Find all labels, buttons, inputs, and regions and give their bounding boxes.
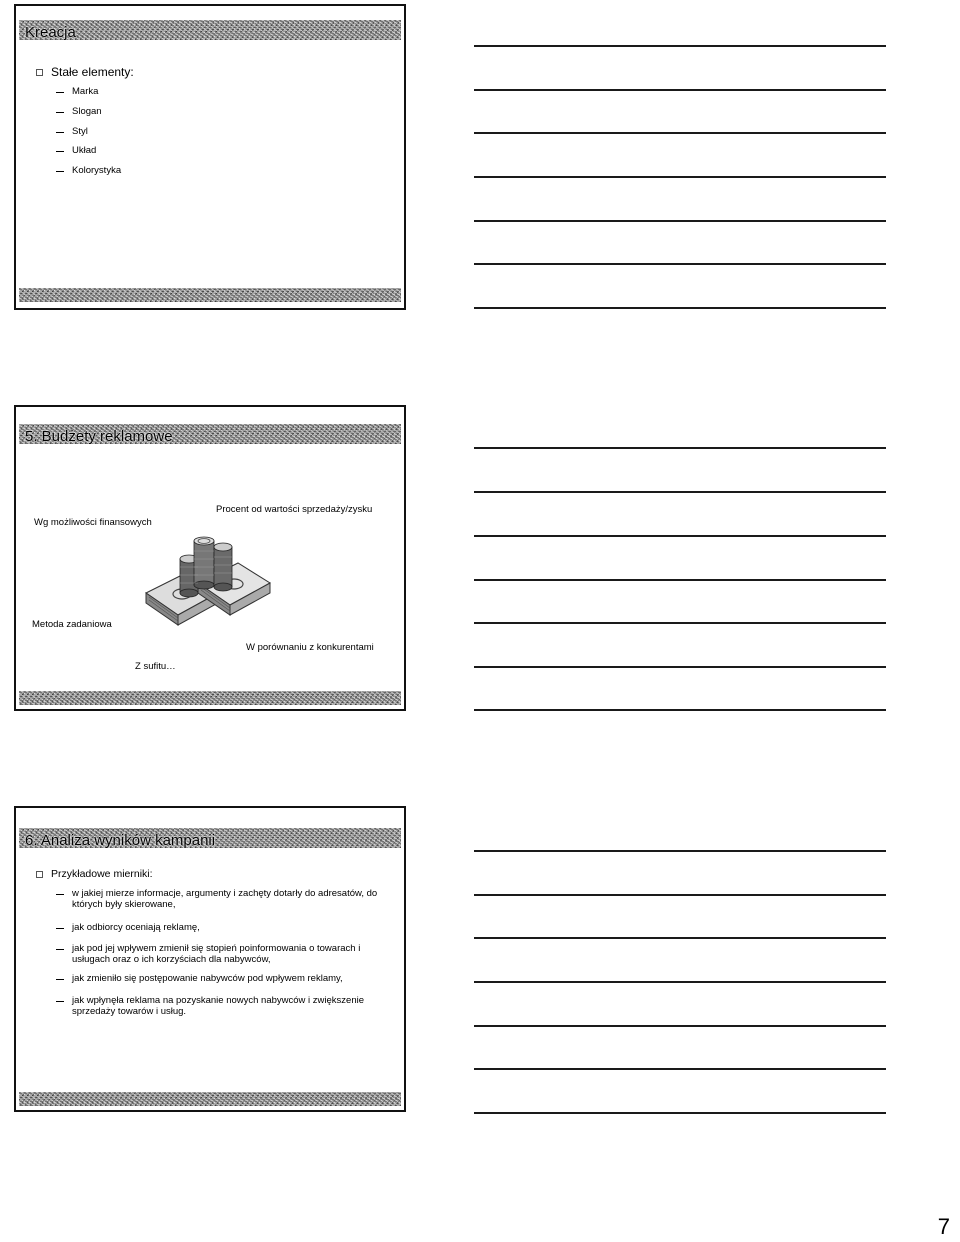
- slide-footer-bar: [19, 691, 401, 705]
- list-item-text: jak wpłynęła reklama na pozyskanie nowych nabywców i zwiększenie sprzedaży towarów i usług.: [72, 995, 364, 1017]
- list-item: [56, 126, 88, 137]
- dash-icon: [56, 928, 64, 929]
- slide-budzety: [14, 405, 406, 711]
- list-item-text: Styl: [72, 126, 88, 137]
- coin-stacks: [180, 537, 232, 597]
- note-line: [474, 176, 886, 178]
- note-line: [474, 491, 886, 493]
- list-item: [56, 995, 396, 1017]
- note-line: [474, 1112, 886, 1114]
- note-line: [474, 894, 886, 896]
- note-line: [474, 666, 886, 668]
- money-coins-icon: [144, 529, 274, 629]
- slide-footer-bar: [19, 288, 401, 302]
- note-line: [474, 622, 886, 624]
- note-line: [474, 447, 886, 449]
- list-item: [56, 145, 96, 156]
- note-line: [474, 307, 886, 309]
- label-competitors: W porównaniu z konkurentami: [246, 642, 374, 653]
- note-line: [474, 937, 886, 939]
- label-ceiling: Z sufitu…: [135, 661, 176, 672]
- note-line: [474, 535, 886, 537]
- note-line: [474, 263, 886, 265]
- label-percent: Procent od wartości sprzedaży/zysku: [216, 504, 373, 515]
- note-line: [474, 579, 886, 581]
- dash-icon: [56, 92, 64, 93]
- slide-kreacja: [14, 4, 406, 310]
- list-item: [56, 943, 396, 965]
- square-bullet-icon: [36, 69, 43, 76]
- note-line: [474, 1068, 886, 1070]
- list-item-text: Marka: [72, 86, 99, 97]
- list-item: [56, 973, 396, 984]
- bullet-main: [36, 65, 134, 79]
- bullet-text: Stałe elementy:: [51, 65, 134, 79]
- dash-icon: [56, 949, 64, 950]
- dash-icon: [56, 112, 64, 113]
- slide-analiza: [14, 806, 406, 1112]
- label-task: Metoda zadaniowa: [32, 619, 112, 630]
- list-item-text: Slogan: [72, 106, 102, 117]
- list-item: [56, 86, 98, 97]
- slide-title-bar: [19, 828, 401, 848]
- list-item-text: jak zmieniło się postępowanie nabywców pod wpływem reklamy,: [72, 973, 343, 984]
- note-line: [474, 709, 886, 711]
- list-item: [56, 888, 396, 910]
- dash-icon: [56, 171, 64, 172]
- dash-icon: [56, 132, 64, 133]
- list-item-text: jak odbiorcy oceniają reklamę,: [72, 922, 200, 933]
- note-line: [474, 220, 886, 222]
- slide-title-bar: [19, 20, 401, 40]
- list-item-text: w jakiej mierze informacje, argumenty i zachęty dotarły do adresatów, do których były skierowane,: [72, 888, 378, 910]
- bullet-main: [36, 868, 153, 880]
- note-line: [474, 132, 886, 134]
- note-line: [474, 45, 886, 47]
- page-number: 7: [937, 1214, 950, 1239]
- note-line: [474, 981, 886, 983]
- dash-icon: [56, 151, 64, 152]
- list-item-text: jak pod jej wpływem zmienił się stopień poinformowania o towarach i usługach oraz o ich korzyściach dla nabywców,: [72, 943, 361, 965]
- dash-icon: [56, 1001, 64, 1002]
- note-line: [474, 1025, 886, 1027]
- slide-title: 6. Analiza wyników kampanii: [25, 832, 216, 849]
- note-line: [474, 89, 886, 91]
- list-item: [56, 922, 396, 933]
- list-item-text: Układ: [72, 145, 97, 156]
- slide-title: Kreacja: [25, 24, 76, 41]
- dash-icon: [56, 979, 64, 980]
- list-item: [56, 165, 121, 176]
- note-line: [474, 850, 886, 852]
- slide-title-bar: [19, 424, 401, 444]
- label-financial: Wg możliwości finansowych: [34, 517, 152, 528]
- bullet-text: Przykładowe mierniki:: [51, 868, 153, 880]
- list-item-text: Kolorystyka: [72, 165, 122, 176]
- dash-icon: [56, 894, 64, 895]
- list-item: [56, 106, 102, 117]
- square-bullet-icon: [36, 871, 43, 878]
- slide-title: 5. Budżety reklamowe: [25, 428, 173, 445]
- slide-footer-bar: [19, 1092, 401, 1106]
